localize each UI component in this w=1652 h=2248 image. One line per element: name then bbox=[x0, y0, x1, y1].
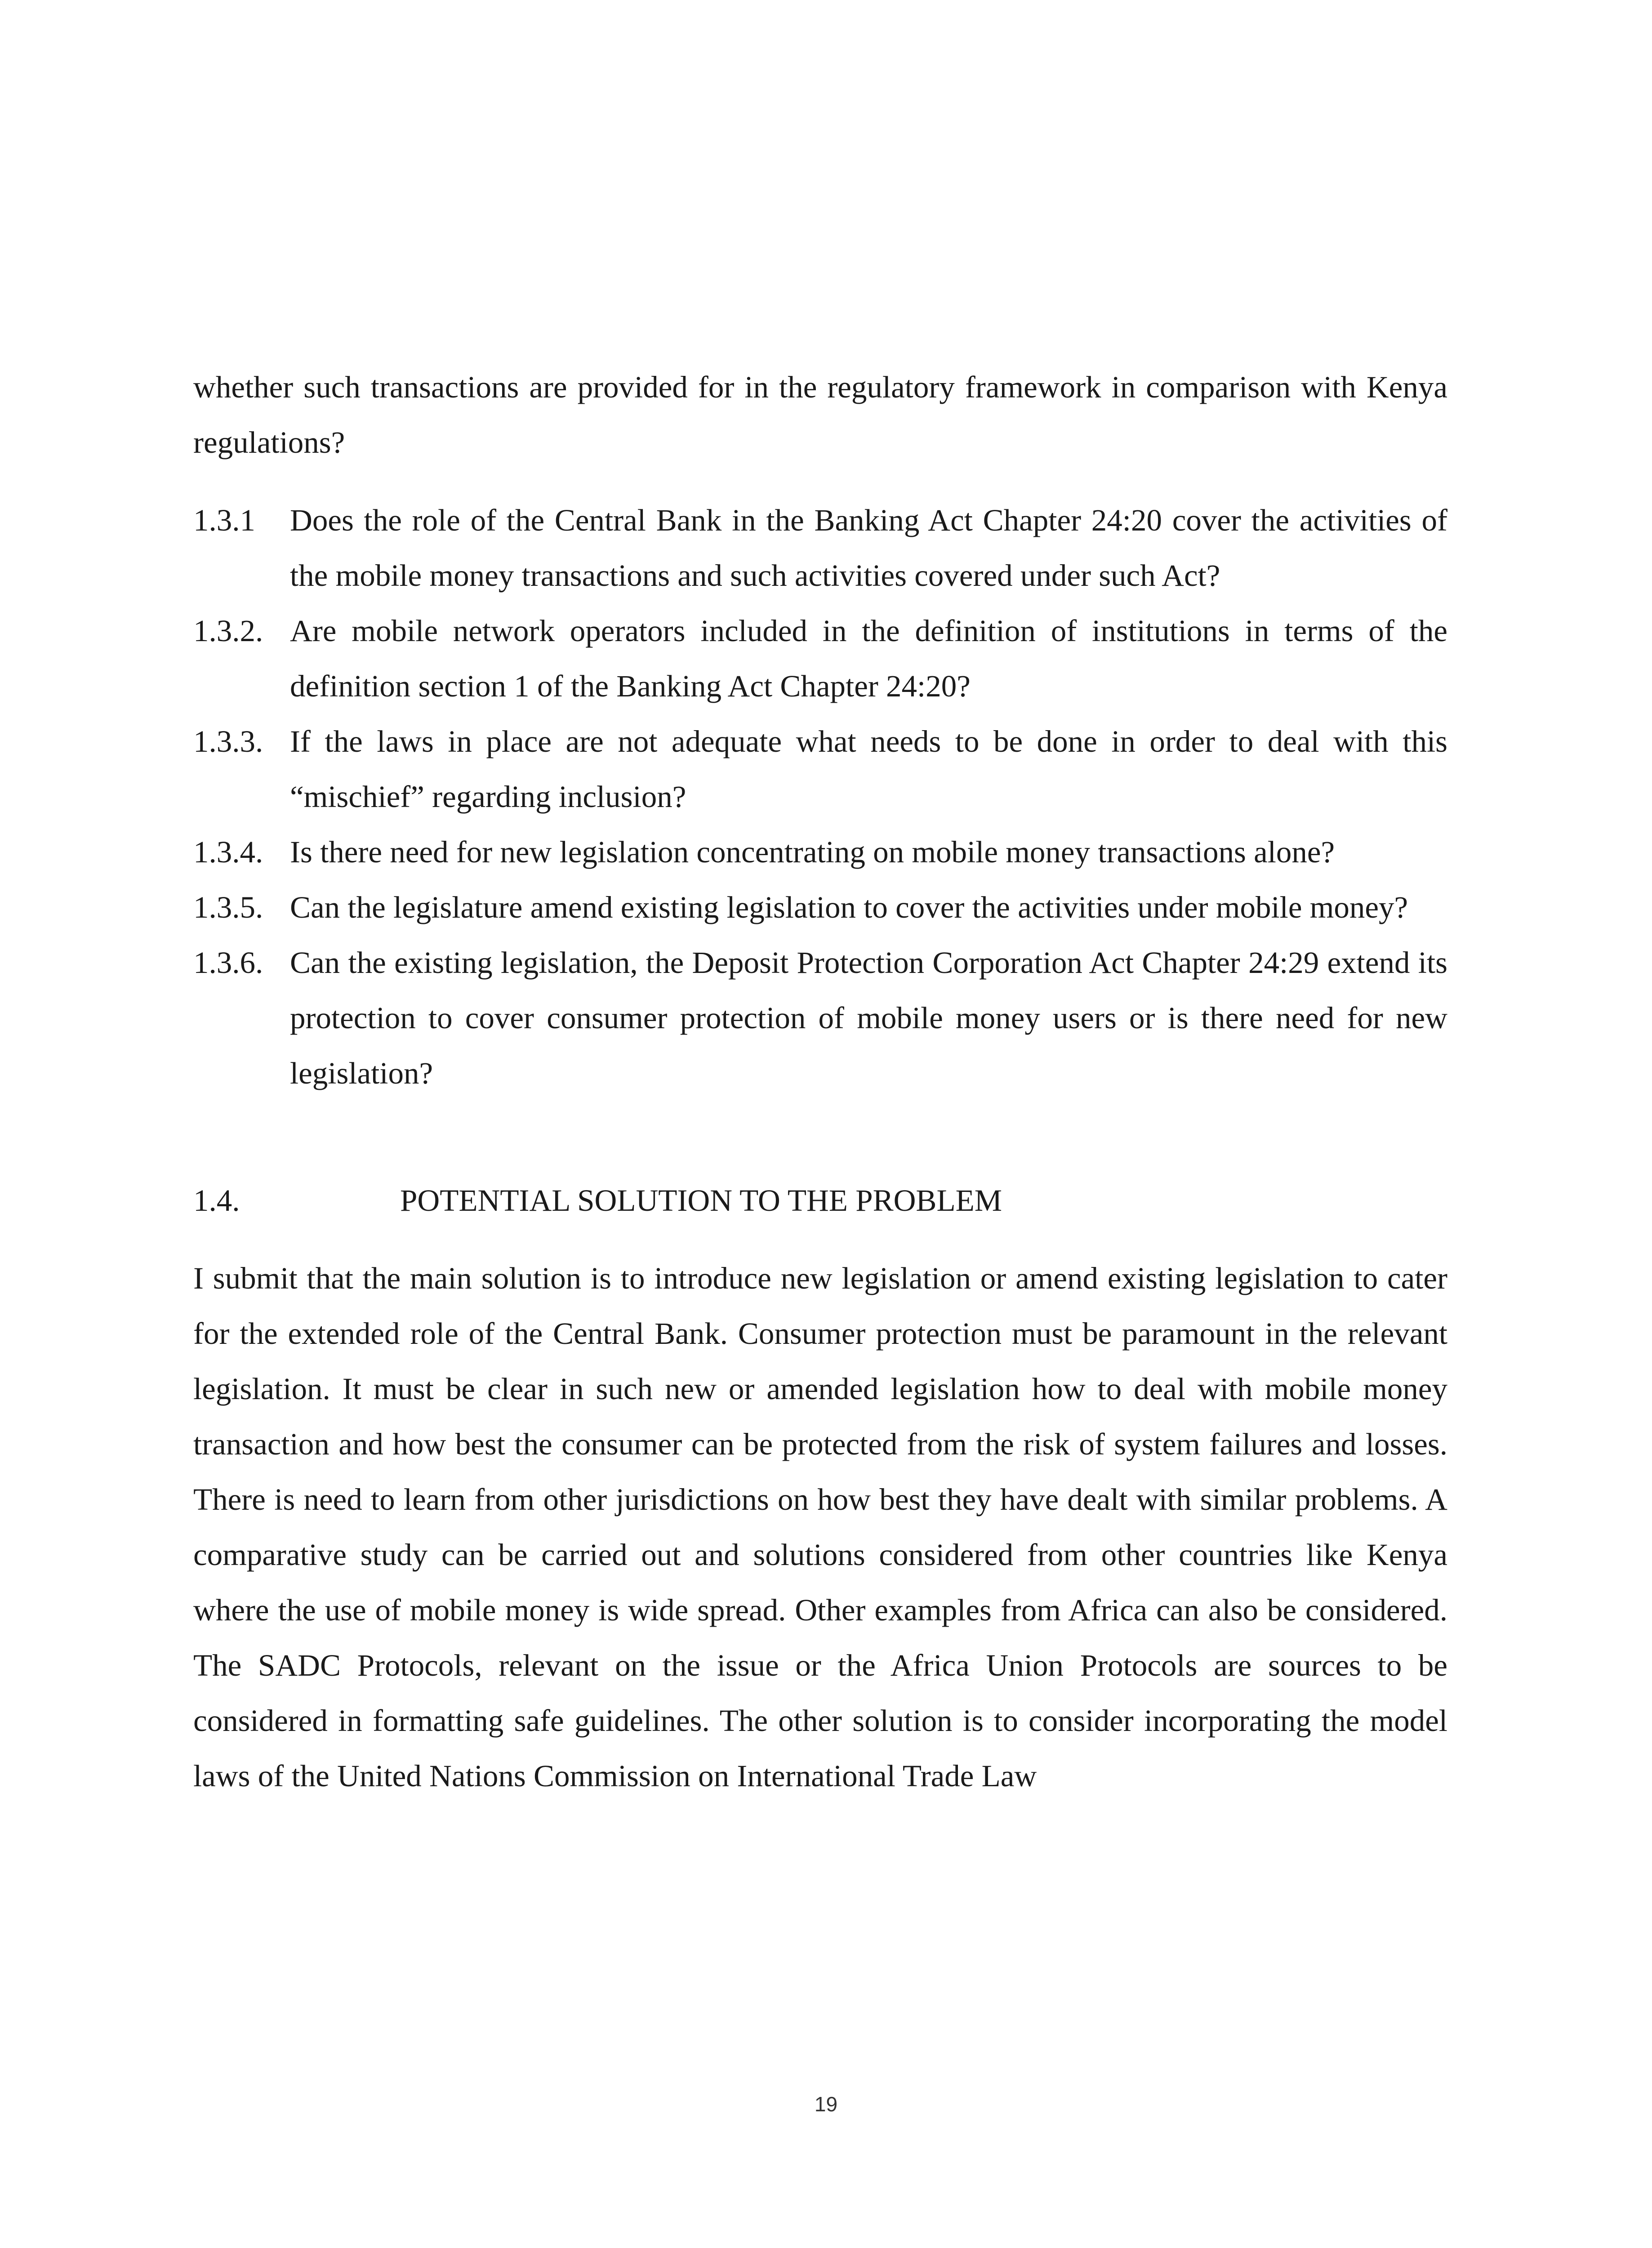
section-heading bbox=[193, 1173, 1447, 1228]
section-body-paragraph: I submit that the main solution is to introduce new legislation or amend existing legislation to cater for the extended role of the Central Bank. Consumer protection must be paramount in the relevant legislation. It must be clear in such new or amended legislation how to deal with mobile money transaction and how best the consumer can be protected from the risk of system failures and losses. There is need to learn from other jurisdictions on how best they have dealt with similar problems. A comparative study can be carried out and solutions considered from other countries like Kenya where the use of mobile money is wide spread. Other examples from Africa can also be considered. The SADC Protocols, relevant on the issue or the Africa Union Protocols are sources to be considered in formatting safe guidelines. The other solution is to consider incorporating the model laws of the United Nations Commission on International Trade Law bbox=[193, 1261, 1447, 1793]
question-text: Does the role of the Central Bank in the Banking Act Chapter 24:20 cover the activities of the mobile money transactions and such activities covered under such Act? bbox=[290, 503, 1447, 593]
question-item bbox=[193, 825, 1447, 880]
question-number: 1.3.2. bbox=[193, 614, 263, 648]
question-number: 1.3.6. bbox=[193, 946, 263, 980]
question-text: If the laws in place are not adequate what needs to be done in order to deal with this “mischief” regarding inclusion? bbox=[290, 724, 1447, 814]
intro-paragraph: whether such transactions are provided for in the regulatory framework in comparison with Kenya regulations? bbox=[193, 370, 1447, 459]
section-title: POTENTIAL SOLUTION TO THE PROBLEM bbox=[400, 1183, 1002, 1218]
question-item bbox=[193, 493, 1447, 603]
page-content bbox=[193, 360, 1447, 1804]
question-text: Can the existing legislation, the Deposit Protection Corporation Act Chapter 24:29 extend its protection to cover consumer protection of mobile money users or is there need for new legislation? bbox=[290, 946, 1447, 1090]
question-item bbox=[193, 935, 1447, 1101]
question-number: 1.3.5. bbox=[193, 890, 263, 924]
section-number: 1.4. bbox=[193, 1183, 240, 1218]
question-item bbox=[193, 603, 1447, 714]
question-number: 1.3.3. bbox=[193, 724, 263, 758]
question-item bbox=[193, 880, 1447, 935]
question-number: 1.3.4. bbox=[193, 835, 263, 869]
research-questions-list bbox=[193, 493, 1447, 1101]
question-text: Are mobile network operators included in the definition of institutions in terms of the definition section 1 of the Banking Act Chapter 24:20? bbox=[290, 614, 1447, 703]
question-text: Is there need for new legislation concentrating on mobile money transactions alone? bbox=[290, 835, 1335, 869]
question-text: Can the legislature amend existing legislation to cover the activities under mobile money? bbox=[290, 890, 1408, 924]
page-number: 19 bbox=[814, 2092, 838, 2116]
question-number: 1.3.1 bbox=[193, 503, 255, 537]
question-item bbox=[193, 714, 1447, 825]
